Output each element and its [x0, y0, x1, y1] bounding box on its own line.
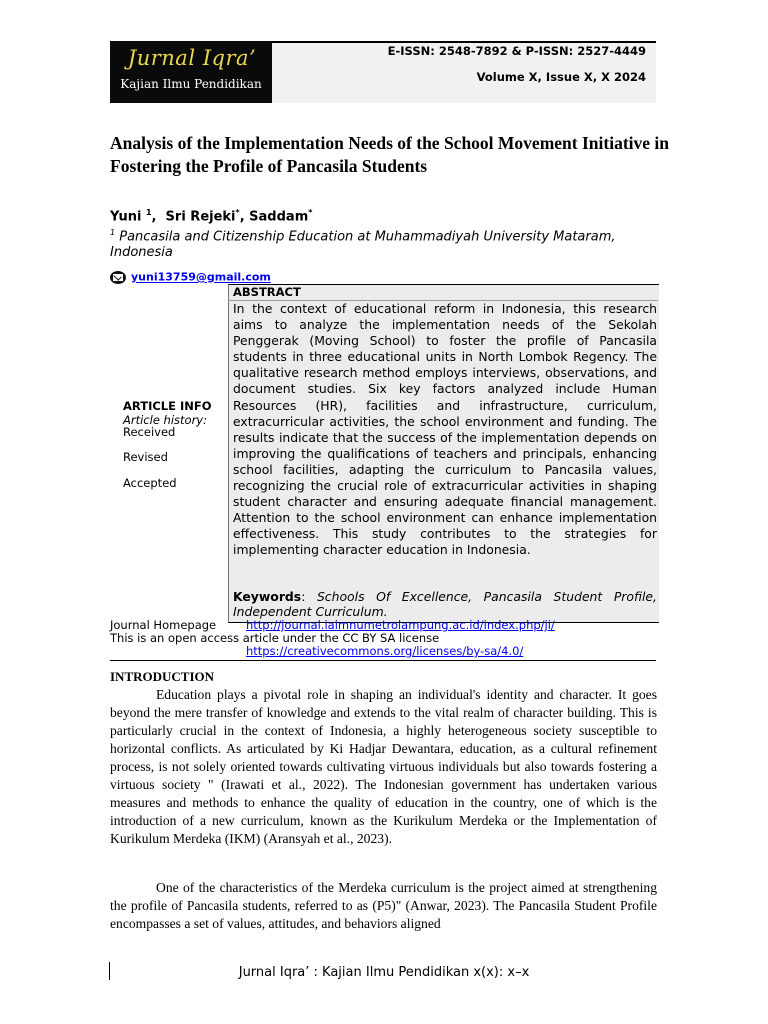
- license-text: This is an open access article under the CC BY SA license: [110, 631, 440, 645]
- journal-logo: [110, 41, 272, 103]
- accepted-label: Accepted: [123, 476, 177, 490]
- author-mark: 1: [145, 208, 152, 217]
- logo-title: Jurnal Iqra’: [127, 46, 257, 70]
- author-name: Yuni: [110, 209, 142, 225]
- article-title: Analysis of the Implementation Needs of the School Movement Initiative in Fostering the Profile of Pancasila Students: [110, 133, 670, 176]
- affiliation: [110, 225, 630, 261]
- affiliation-mark: 1: [110, 228, 116, 237]
- introduction-paragraph: [110, 686, 657, 848]
- received-label: Received: [123, 425, 176, 439]
- email-link[interactable]: yuni13759@gmail.com: [131, 270, 271, 284]
- page-footer: Jurnal Iqra’ : Kajian Ilmu Pendidikan x(x): x–x: [238, 965, 530, 980]
- author-mark: *: [308, 208, 313, 217]
- paragraph-text: One of the characteristics of the Merdeka curriculum is the project aimed at strengthening the profile of Pancasila students, referred to as (P5)" (Anwar, 2023). The Pancasila Student Profile encompasses a set of values, attitudes, and behaviors aligned: [110, 880, 657, 931]
- homepage-link[interactable]: http://journal.iaimnumetrolampung.ac.id/index.php/ji/: [246, 618, 555, 632]
- homepage-label: Journal Homepage: [110, 618, 217, 632]
- introduction-heading: INTRODUCTION: [110, 669, 215, 684]
- envelope-icon: [110, 271, 126, 284]
- author-mark: *: [235, 208, 240, 217]
- keywords: Keywords: Schools Of Excellence, Pancasila Student Profile, Independent Curriculum.: [233, 589, 657, 619]
- paragraph-text: Education plays a pivotal role in shaping an individual's identity and character. It goes beyond the mere transfer of knowledge and extends to the vital realm of character building. This is particularly crucial in the context of Indonesia, a highly heterogeneous society susceptible to horizontal conflicts. As articulated by Ki Hadjar Dewantara, education, as a cultural refinement process, is not solely oriented towards cultivating virtuous individuals but also towards fostering a virtuous society " (Irawati et al., 2022). The Indonesian government has undertaken various measures and methods to enhance the quality of education in the country, one of which is the introduction of a new curriculum, known as the Kurikulum Merdeka or the Implementation of Kurikulum Merdeka (IKM) (Aransyah et al., 2023).: [110, 687, 657, 846]
- article-history-label: Article history:: [123, 413, 207, 427]
- issn-text: E-ISSN: 2548-7892 & P-ISSN: 2527-4449: [387, 44, 646, 58]
- introduction-paragraph: [110, 879, 657, 933]
- author-name: Sri Rejeki: [165, 209, 236, 225]
- article-info-heading: ARTICLE INFO: [123, 399, 212, 413]
- author-list: Yuni $^1$, Sri Rejeki*, Saddam*: [110, 208, 313, 225]
- keywords-text: Schools Of Excellence, Pancasila Student Profile, Independent Curriculum.: [233, 589, 657, 619]
- license-link[interactable]: https://creativecommons.org/licenses/by-sa/4.0/: [246, 644, 524, 658]
- affiliation-text: Pancasila and Citizenship Education at Muhammadiyah University Mataram, Indonesia: [110, 229, 616, 261]
- revised-label: Revised: [123, 450, 168, 464]
- logo-subtitle: Kajian Ilmu Pendidikan: [120, 77, 262, 91]
- volume-text: Volume X, Issue X, X 2024: [476, 70, 646, 84]
- section-divider: [110, 660, 656, 661]
- abstract-heading: ABSTRACT: [233, 285, 301, 299]
- keywords-label: Keywords: [233, 589, 302, 604]
- author-name: Saddam: [249, 209, 309, 225]
- abstract-text: In the context of educational reform in Indonesia, this research aims to analyze the implementation needs of the Sekolah Penggerak (Moving School) to foster the profile of Pancasila students in three educational units in North Lombok Regency. The qualitative research method employs interviews, observations, and document studies. Six key factors analyzed include Human Resources (HR), facilities and infrastructure, curriculum, extracurricular activities, the school environment and funding. The results indicate that the success of the implementation depends on improving the qualifications of teachers and principals, enhancing school facilities, adapting the curriculum to Pancasila values, recognizing the crucial role of extracurricular activities in shaping student character and ensuring adequate financial management. Attention to the school environment can enhance implementation effectiveness. This study contributes to the strategies for implementing character education in Indonesia.: [233, 301, 657, 558]
- email-row: [110, 270, 271, 284]
